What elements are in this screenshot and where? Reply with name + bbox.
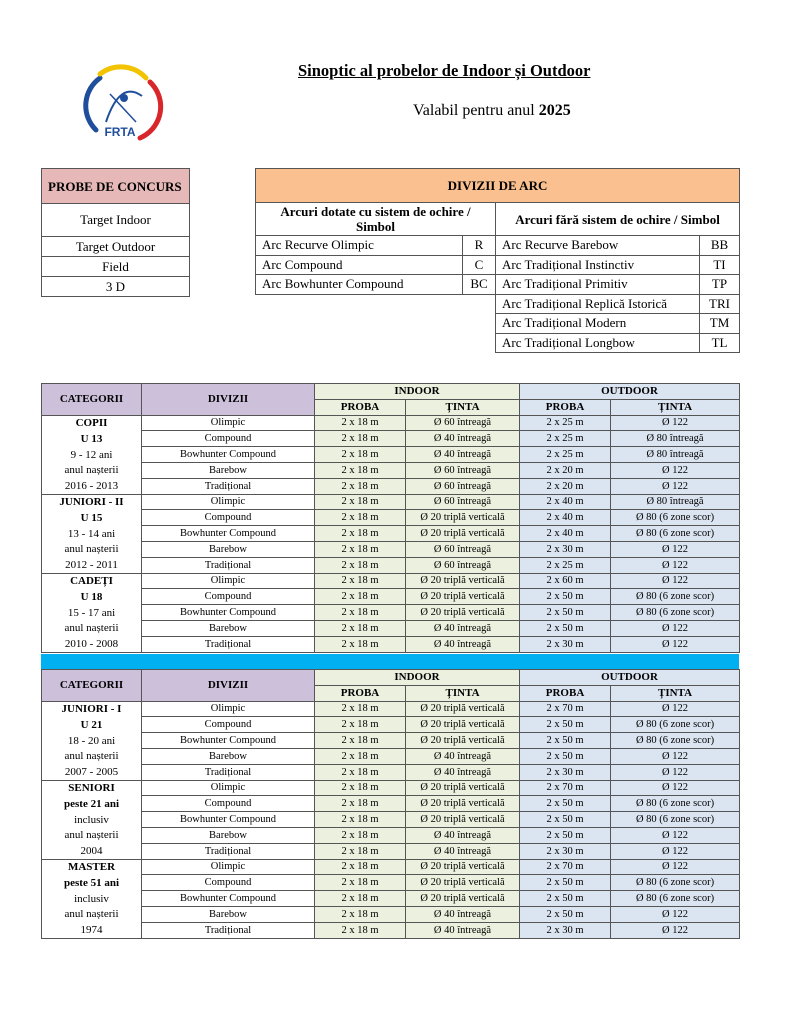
outdoor-tinta-cell: Ø 122 [611, 573, 740, 589]
outdoor-proba-cell: 2 x 30 m [520, 764, 611, 780]
outdoor-proba-cell: 2 x 50 m [520, 906, 611, 922]
table-row [42, 557, 740, 573]
indoor-tinta-cell: Ø 40 întreagă [406, 636, 520, 652]
category-label: 2004 [42, 843, 142, 859]
bow-symbol: R [463, 236, 496, 256]
table-row [42, 510, 740, 526]
header-outdoor: OUTDOOR [520, 384, 740, 400]
outdoor-tinta-cell: Ø 122 [611, 843, 740, 859]
bow-symbol: TP [700, 275, 740, 295]
division-cell: Olimpic [142, 494, 315, 510]
category-label: anul nașterii [42, 620, 142, 636]
division-cell: Tradițional [142, 764, 315, 780]
probe-item: Field [42, 257, 190, 277]
outdoor-proba-cell: 2 x 50 m [520, 748, 611, 764]
table-row [42, 541, 740, 557]
logo-text: FRTA [104, 125, 136, 139]
indoor-tinta-cell: Ø 40 întreagă [406, 764, 520, 780]
probe-table [41, 168, 190, 297]
outdoor-tinta-cell: Ø 122 [611, 780, 740, 796]
subtitle-prefix: Valabil pentru anul [413, 102, 539, 119]
table-row [42, 636, 740, 652]
probe-header: PROBE DE CONCURS [42, 169, 190, 204]
indoor-tinta-cell: Ø 60 întreagă [406, 415, 520, 431]
outdoor-proba-cell: 2 x 40 m [520, 494, 611, 510]
category-label: peste 51 ani [42, 875, 142, 891]
category-label: SENIORI [42, 780, 142, 796]
outdoor-tinta-cell: Ø 80 (6 zone scor) [611, 812, 740, 828]
header-tinta: ȚINTA [611, 399, 740, 415]
bow-name: Arc Recurve Olimpic [256, 236, 463, 256]
category-label: COPII [42, 415, 142, 431]
outdoor-proba-cell: 2 x 30 m [520, 541, 611, 557]
probe-item: Target Outdoor [42, 237, 190, 257]
outdoor-tinta-cell: Ø 80 întreagă [611, 431, 740, 447]
division-cell: Bowhunter Compound [142, 605, 315, 621]
division-cell: Barebow [142, 827, 315, 843]
division-cell: Compound [142, 589, 315, 605]
category-label: 18 - 20 ani [42, 733, 142, 749]
indoor-proba-cell: 2 x 18 m [315, 478, 406, 494]
category-label: JUNIORI - I [42, 701, 142, 717]
divizii-right-header: Arcuri fără sistem de ochire / Simbol [496, 203, 740, 236]
header-divizii: DIVIZII [142, 670, 315, 702]
header-outdoor: OUTDOOR [520, 670, 740, 686]
division-cell: Bowhunter Compound [142, 812, 315, 828]
category-label: U 18 [42, 589, 142, 605]
indoor-proba-cell: 2 x 18 m [315, 605, 406, 621]
outdoor-tinta-cell: Ø 80 (6 zone scor) [611, 875, 740, 891]
divizii-left-header: Arcuri dotate cu sistem de ochire / Simbol [256, 203, 496, 236]
outdoor-proba-cell: 2 x 20 m [520, 462, 611, 478]
outdoor-proba-cell: 2 x 30 m [520, 636, 611, 652]
table-row [42, 875, 740, 891]
outdoor-proba-cell: 2 x 70 m [520, 701, 611, 717]
divizii-table [255, 168, 740, 353]
header-divizii: DIVIZII [142, 384, 315, 416]
indoor-proba-cell: 2 x 18 m [315, 494, 406, 510]
category-label: 9 - 12 ani [42, 447, 142, 463]
indoor-proba-cell: 2 x 18 m [315, 557, 406, 573]
frta-logo [76, 60, 164, 148]
outdoor-tinta-cell: Ø 122 [611, 827, 740, 843]
outdoor-proba-cell: 2 x 50 m [520, 620, 611, 636]
bow-name: Arc Tradițional Instinctiv [496, 255, 700, 275]
table-row [42, 717, 740, 733]
indoor-proba-cell: 2 x 18 m [315, 573, 406, 589]
division-cell: Barebow [142, 748, 315, 764]
table-row [42, 478, 740, 494]
category-label: 15 - 17 ani [42, 605, 142, 621]
bow-symbol: TM [700, 314, 740, 334]
outdoor-proba-cell: 2 x 30 m [520, 843, 611, 859]
outdoor-tinta-cell: Ø 122 [611, 415, 740, 431]
outdoor-tinta-cell: Ø 122 [611, 462, 740, 478]
category-label: 2010 - 2008 [42, 636, 142, 652]
header-tinta: ȚINTA [611, 685, 740, 701]
header-indoor: INDOOR [315, 384, 520, 400]
indoor-tinta-cell: Ø 20 triplă verticală [406, 510, 520, 526]
indoor-proba-cell: 2 x 18 m [315, 431, 406, 447]
outdoor-proba-cell: 2 x 70 m [520, 780, 611, 796]
indoor-tinta-cell: Ø 40 întreagă [406, 620, 520, 636]
indoor-proba-cell: 2 x 18 m [315, 415, 406, 431]
outdoor-proba-cell: 2 x 50 m [520, 812, 611, 828]
category-label: anul nașterii [42, 906, 142, 922]
division-cell: Compound [142, 796, 315, 812]
indoor-tinta-cell: Ø 40 întreagă [406, 748, 520, 764]
indoor-proba-cell: 2 x 18 m [315, 827, 406, 843]
indoor-proba-cell: 2 x 18 m [315, 526, 406, 542]
divizii-header: DIVIZII DE ARC [256, 169, 740, 203]
bow-name: Arc Tradițional Longbow [496, 333, 700, 353]
category-label: 2007 - 2005 [42, 764, 142, 780]
outdoor-tinta-cell: Ø 80 (6 zone scor) [611, 796, 740, 812]
indoor-proba-cell: 2 x 18 m [315, 843, 406, 859]
division-cell: Barebow [142, 541, 315, 557]
page-title: Sinoptic al probelor de Indoor și Outdoor [298, 61, 591, 80]
table-row [42, 605, 740, 621]
indoor-tinta-cell: Ø 20 triplă verticală [406, 605, 520, 621]
section-divider [41, 654, 739, 669]
indoor-tinta-cell: Ø 20 triplă verticală [406, 812, 520, 828]
indoor-tinta-cell: Ø 20 triplă verticală [406, 780, 520, 796]
category-label: anul nașterii [42, 827, 142, 843]
outdoor-tinta-cell: Ø 122 [611, 701, 740, 717]
indoor-proba-cell: 2 x 18 m [315, 447, 406, 463]
outdoor-proba-cell: 2 x 50 m [520, 827, 611, 843]
outdoor-proba-cell: 2 x 50 m [520, 733, 611, 749]
division-cell: Olimpic [142, 415, 315, 431]
outdoor-tinta-cell: Ø 80 (6 zone scor) [611, 526, 740, 542]
division-cell: Olimpic [142, 859, 315, 875]
table-row [42, 431, 740, 447]
category-label: peste 21 ani [42, 796, 142, 812]
table-row [42, 812, 740, 828]
indoor-tinta-cell: Ø 20 triplă verticală [406, 589, 520, 605]
outdoor-proba-cell: 2 x 40 m [520, 510, 611, 526]
table-row [42, 748, 740, 764]
table-row [42, 906, 740, 922]
outdoor-proba-cell: 2 x 40 m [520, 526, 611, 542]
category-label: anul nașterii [42, 541, 142, 557]
outdoor-tinta-cell: Ø 122 [611, 764, 740, 780]
probe-item: Target Indoor [42, 204, 190, 237]
outdoor-proba-cell: 2 x 60 m [520, 573, 611, 589]
indoor-proba-cell: 2 x 18 m [315, 510, 406, 526]
indoor-tinta-cell: Ø 20 triplă verticală [406, 526, 520, 542]
table-row [42, 620, 740, 636]
category-label: JUNIORI - II [42, 494, 142, 510]
outdoor-proba-cell: 2 x 30 m [520, 922, 611, 938]
outdoor-tinta-cell: Ø 80 (6 zone scor) [611, 717, 740, 733]
table-row [42, 733, 740, 749]
category-label: 2016 - 2013 [42, 478, 142, 494]
indoor-proba-cell: 2 x 18 m [315, 764, 406, 780]
outdoor-tinta-cell: Ø 80 (6 zone scor) [611, 589, 740, 605]
table-row [42, 922, 740, 938]
category-label: inclusiv [42, 812, 142, 828]
bow-name: Arc Tradițional Modern [496, 314, 700, 334]
indoor-tinta-cell: Ø 60 întreagă [406, 478, 520, 494]
outdoor-proba-cell: 2 x 50 m [520, 875, 611, 891]
division-cell: Tradițional [142, 636, 315, 652]
header-tinta: ȚINTA [406, 399, 520, 415]
indoor-tinta-cell: Ø 60 întreagă [406, 462, 520, 478]
table-row [42, 891, 740, 907]
division-cell: Barebow [142, 906, 315, 922]
indoor-proba-cell: 2 x 18 m [315, 733, 406, 749]
bow-name: Arc Tradițional Primitiv [496, 275, 700, 295]
category-label: U 21 [42, 717, 142, 733]
indoor-proba-cell: 2 x 18 m [315, 891, 406, 907]
division-cell: Tradițional [142, 922, 315, 938]
table-row [42, 415, 740, 431]
indoor-tinta-cell: Ø 20 triplă verticală [406, 701, 520, 717]
division-cell: Barebow [142, 462, 315, 478]
outdoor-tinta-cell: Ø 122 [611, 748, 740, 764]
subtitle-year: 2025 [538, 102, 571, 119]
outdoor-proba-cell: 2 x 50 m [520, 891, 611, 907]
indoor-proba-cell: 2 x 18 m [315, 796, 406, 812]
outdoor-tinta-cell: Ø 122 [611, 636, 740, 652]
outdoor-tinta-cell: Ø 122 [611, 906, 740, 922]
outdoor-tinta-cell: Ø 122 [611, 541, 740, 557]
indoor-proba-cell: 2 x 18 m [315, 780, 406, 796]
indoor-tinta-cell: Ø 20 triplă verticală [406, 859, 520, 875]
indoor-proba-cell: 2 x 18 m [315, 906, 406, 922]
outdoor-tinta-cell: Ø 122 [611, 620, 740, 636]
category-label: 2012 - 2011 [42, 557, 142, 573]
indoor-tinta-cell: Ø 40 întreagă [406, 922, 520, 938]
category-label: anul nașterii [42, 748, 142, 764]
outdoor-proba-cell: 2 x 20 m [520, 478, 611, 494]
table-row [42, 494, 740, 510]
category-label: inclusiv [42, 891, 142, 907]
outdoor-proba-cell: 2 x 25 m [520, 447, 611, 463]
table-row [42, 589, 740, 605]
indoor-proba-cell: 2 x 18 m [315, 922, 406, 938]
indoor-tinta-cell: Ø 20 triplă verticală [406, 717, 520, 733]
division-cell: Olimpic [142, 780, 315, 796]
indoor-tinta-cell: Ø 60 întreagă [406, 557, 520, 573]
table-row [42, 526, 740, 542]
outdoor-tinta-cell: Ø 80 (6 zone scor) [611, 510, 740, 526]
outdoor-tinta-cell: Ø 80 (6 zone scor) [611, 733, 740, 749]
indoor-tinta-cell: Ø 40 întreagă [406, 843, 520, 859]
category-label: MASTER [42, 859, 142, 875]
indoor-tinta-cell: Ø 40 întreagă [406, 906, 520, 922]
outdoor-proba-cell: 2 x 25 m [520, 431, 611, 447]
header-indoor: INDOOR [315, 670, 520, 686]
indoor-tinta-cell: Ø 40 întreagă [406, 431, 520, 447]
division-cell: Tradițional [142, 478, 315, 494]
indoor-tinta-cell: Ø 40 întreagă [406, 827, 520, 843]
outdoor-tinta-cell: Ø 80 (6 zone scor) [611, 605, 740, 621]
division-cell: Tradițional [142, 843, 315, 859]
outdoor-proba-cell: 2 x 50 m [520, 589, 611, 605]
table-row [42, 843, 740, 859]
header-categorii: CATEGORII [42, 384, 142, 416]
division-cell: Compound [142, 875, 315, 891]
table-row [42, 780, 740, 796]
bow-name: Arc Recurve Barebow [496, 236, 700, 256]
category-label: U 15 [42, 510, 142, 526]
bow-name: Arc Tradițional Replică Istorică [496, 294, 700, 314]
outdoor-proba-cell: 2 x 50 m [520, 605, 611, 621]
indoor-tinta-cell: Ø 20 triplă verticală [406, 875, 520, 891]
table-row [42, 764, 740, 780]
category-label: CADEȚI [42, 573, 142, 589]
indoor-proba-cell: 2 x 18 m [315, 717, 406, 733]
outdoor-proba-cell: 2 x 50 m [520, 717, 611, 733]
header-proba: PROBA [315, 399, 406, 415]
division-cell: Barebow [142, 620, 315, 636]
division-cell: Compound [142, 717, 315, 733]
header-proba: PROBA [315, 685, 406, 701]
outdoor-tinta-cell: Ø 80 întreagă [611, 494, 740, 510]
indoor-proba-cell: 2 x 18 m [315, 462, 406, 478]
table-row [42, 573, 740, 589]
indoor-proba-cell: 2 x 18 m [315, 541, 406, 557]
header-tinta: ȚINTA [406, 685, 520, 701]
bow-symbol: TI [700, 255, 740, 275]
indoor-tinta-cell: Ø 20 triplă verticală [406, 573, 520, 589]
outdoor-proba-cell: 2 x 25 m [520, 415, 611, 431]
indoor-proba-cell: 2 x 18 m [315, 859, 406, 875]
division-cell: Bowhunter Compound [142, 447, 315, 463]
outdoor-proba-cell: 2 x 25 m [520, 557, 611, 573]
indoor-proba-cell: 2 x 18 m [315, 875, 406, 891]
bow-name: Arc Bowhunter Compound [256, 275, 463, 295]
bow-symbol: TL [700, 333, 740, 353]
table-row [42, 462, 740, 478]
bow-symbol: BC [463, 275, 496, 295]
bow-symbol: BB [700, 236, 740, 256]
indoor-tinta-cell: Ø 40 întreagă [406, 447, 520, 463]
indoor-tinta-cell: Ø 60 întreagă [406, 494, 520, 510]
division-cell: Bowhunter Compound [142, 733, 315, 749]
indoor-proba-cell: 2 x 18 m [315, 636, 406, 652]
outdoor-tinta-cell: Ø 122 [611, 859, 740, 875]
category-label: anul nașterii [42, 462, 142, 478]
division-cell: Compound [142, 510, 315, 526]
table-row [42, 701, 740, 717]
page-subtitle [413, 102, 571, 120]
categories-table-top [41, 383, 740, 653]
table-row [42, 827, 740, 843]
outdoor-tinta-cell: Ø 80 (6 zone scor) [611, 891, 740, 907]
outdoor-tinta-cell: Ø 122 [611, 557, 740, 573]
header-proba: PROBA [520, 685, 611, 701]
indoor-tinta-cell: Ø 20 triplă verticală [406, 891, 520, 907]
table-row [42, 447, 740, 463]
bow-symbol: C [463, 255, 496, 275]
probe-item: 3 D [42, 277, 190, 297]
header-proba: PROBA [520, 399, 611, 415]
indoor-tinta-cell: Ø 20 triplă verticală [406, 796, 520, 812]
category-label: U 13 [42, 431, 142, 447]
division-cell: Olimpic [142, 573, 315, 589]
bow-symbol: TRI [700, 294, 740, 314]
indoor-proba-cell: 2 x 18 m [315, 589, 406, 605]
outdoor-tinta-cell: Ø 122 [611, 478, 740, 494]
category-label: 13 - 14 ani [42, 526, 142, 542]
indoor-proba-cell: 2 x 18 m [315, 620, 406, 636]
indoor-proba-cell: 2 x 18 m [315, 812, 406, 828]
outdoor-proba-cell: 2 x 50 m [520, 796, 611, 812]
bow-name: Arc Compound [256, 255, 463, 275]
outdoor-proba-cell: 2 x 70 m [520, 859, 611, 875]
indoor-proba-cell: 2 x 18 m [315, 701, 406, 717]
indoor-tinta-cell: Ø 60 întreagă [406, 541, 520, 557]
division-cell: Bowhunter Compound [142, 891, 315, 907]
division-cell: Olimpic [142, 701, 315, 717]
division-cell: Compound [142, 431, 315, 447]
outdoor-tinta-cell: Ø 80 întreagă [611, 447, 740, 463]
division-cell: Tradițional [142, 557, 315, 573]
table-row [42, 796, 740, 812]
division-cell: Bowhunter Compound [142, 526, 315, 542]
indoor-proba-cell: 2 x 18 m [315, 748, 406, 764]
category-label: 1974 [42, 922, 142, 938]
categories-table-bottom [41, 669, 740, 939]
table-row [42, 859, 740, 875]
indoor-tinta-cell: Ø 20 triplă verticală [406, 733, 520, 749]
outdoor-tinta-cell: Ø 122 [611, 922, 740, 938]
header-categorii: CATEGORII [42, 670, 142, 702]
